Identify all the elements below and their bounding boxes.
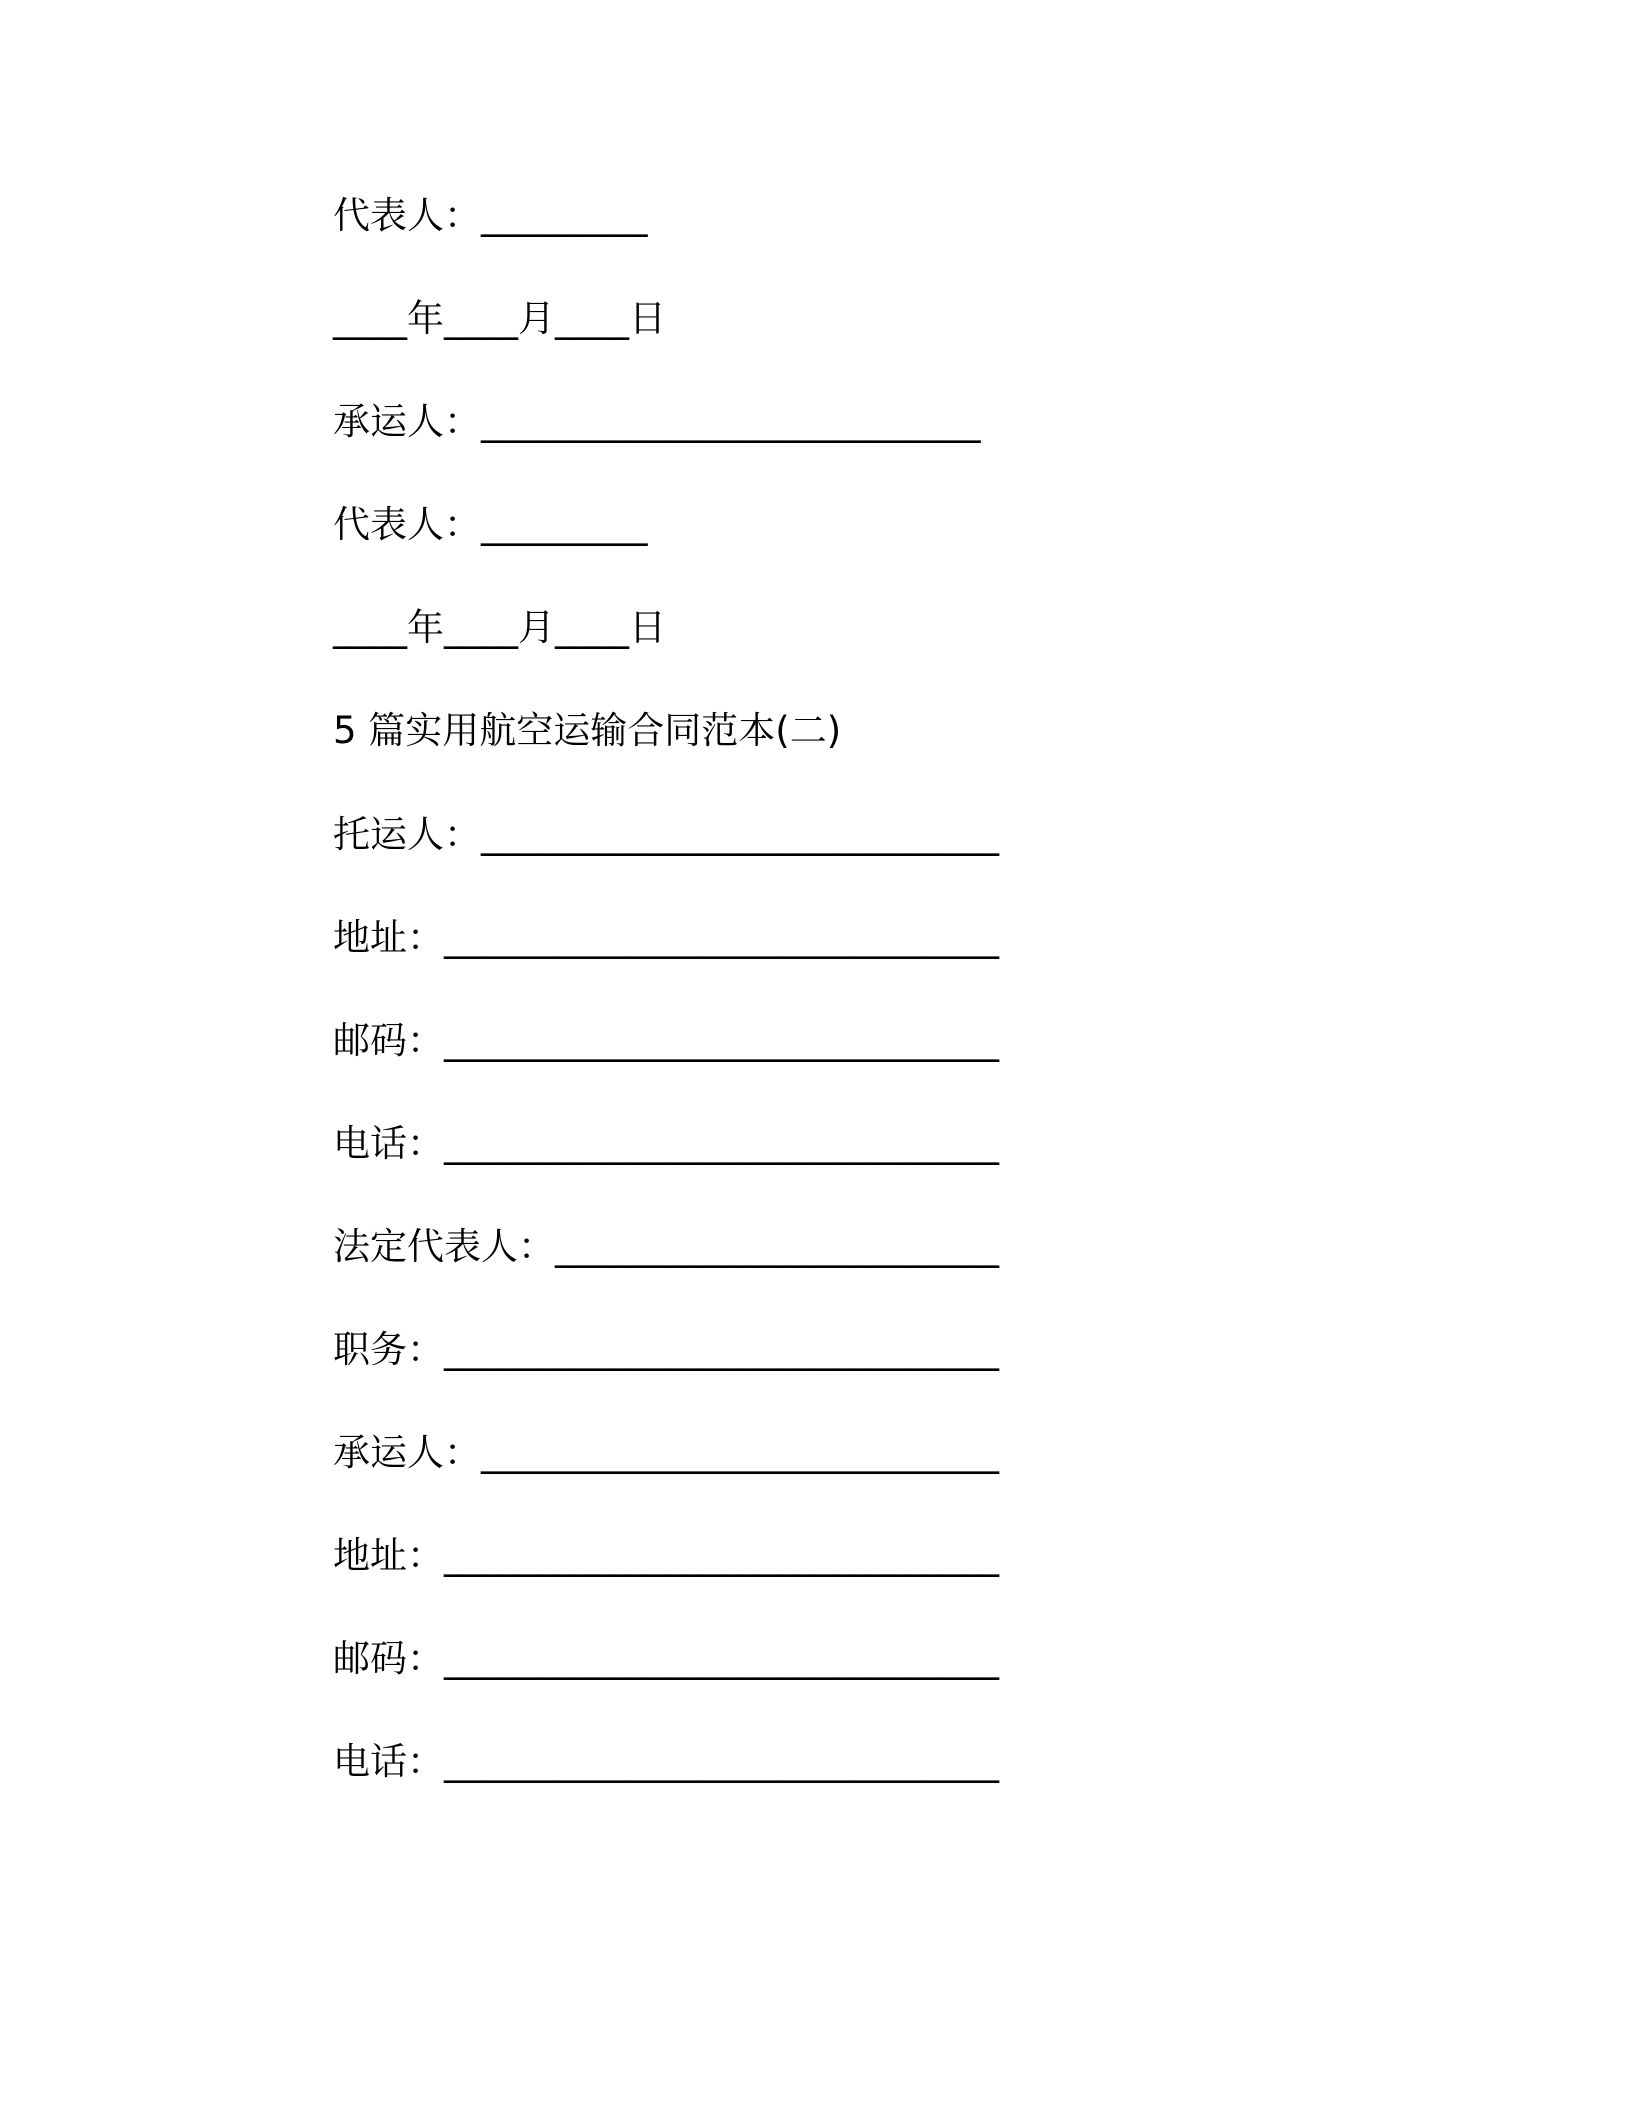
postcode-line: 邮码：______________________________: [333, 1637, 999, 1680]
representative-line: 代表人：_________: [333, 503, 648, 546]
address-line: 地址：______________________________: [333, 916, 999, 959]
address-line: 地址：______________________________: [333, 1534, 999, 1577]
phone-line: 电话：______________________________: [333, 1740, 999, 1783]
carrier-line: 承运人：____________________________: [333, 1431, 999, 1474]
section-heading: 5 篇实用航空运输合同范本(二): [333, 709, 842, 752]
representative-line: 代表人：_________: [333, 194, 648, 237]
legal-representative-line: 法定代表人：________________________: [333, 1225, 999, 1268]
phone-line: 电话：______________________________: [333, 1122, 999, 1165]
date-line: ____年____月____日: [333, 297, 666, 340]
carrier-line: 承运人：___________________________: [333, 400, 981, 443]
position-line: 职务：______________________________: [333, 1328, 999, 1371]
shipper-line: 托运人：____________________________: [333, 813, 999, 856]
date-line: ____年____月____日: [333, 606, 666, 649]
postcode-line: 邮码：______________________________: [333, 1019, 999, 1062]
